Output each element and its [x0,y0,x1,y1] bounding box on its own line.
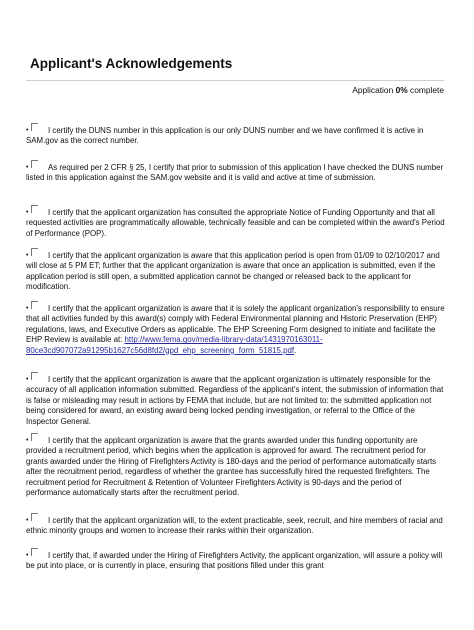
acknowledgement-item [26,516,446,537]
acknowledgement-item [26,163,446,184]
acknowledgement-checkbox[interactable] [31,513,38,521]
acknowledgement-checkbox[interactable] [31,205,38,213]
bullet-marker: • [26,164,29,171]
acknowledgement-text: I certify that the applicant organization is aware that it is solely the applicant organization's responsibility to ensure that all activities funded by this award(s) comply with Federal Environmental planning and Historic Preservation (EHP) regulations, laws, and Executive Orders as applicable. The EHP Screening Form designed to initiate and facilitate the EHP Review is available at: [26,304,445,345]
progress-indicator [352,85,444,95]
acknowledgement-text: I certify that the applicant organization is aware that the applicant organization is ultimately responsible for the accuracy of all application information submitted. Regardless of the applicant's intent, the submission of information that is false or misleading may result in actions by FEMA that include, but are not limited to: the submitted application not being considered for award, an existing award being locked pending investigation, or referral to the Office of the Inspector General. [26,375,444,426]
bullet-marker: • [26,552,29,559]
acknowledgement-text: I certify that, if awarded under the Hiring of Firefighters Activity, the applicant organization, will assure a policy will be put into place, or is currently in place, ensuring that positions filled under this grant [26,551,443,571]
acknowledgement-item [26,304,446,356]
acknowledgement-checkbox[interactable] [31,433,38,441]
acknowledgement-item [26,551,446,572]
bullet-marker: • [26,376,29,383]
acknowledgement-item [26,208,446,239]
acknowledgement-checkbox[interactable] [31,548,38,556]
progress-percent: 0% [395,85,408,95]
bullet-marker: • [26,209,29,216]
title-divider [26,80,444,81]
bullet-marker: • [26,252,29,259]
page-title: Applicant's Acknowledgements [30,56,233,71]
acknowledgement-text: I certify the DUNS number in this application is our only DUNS number and we have confirmed it is active in SAM.gov as the correct number. [26,126,424,146]
acknowledgement-item [26,251,446,293]
acknowledgement-item [26,375,446,427]
acknowledgement-checkbox[interactable] [31,160,38,168]
acknowledgement-item [26,126,446,147]
progress-prefix: Application [352,85,396,95]
acknowledgement-text: I certify that the applicant organization will, to the extent practicable, seek, recruit, and hire members of racial and ethnic minority groups and women to increase their ranks within their organization. [26,516,443,536]
bullet-marker: • [26,127,29,134]
bullet-marker: • [26,305,29,312]
acknowledgement-text: I certify that the applicant organization is aware that the grants awarded under this funding opportunity are provided a recruitment period, which begins when the application is approved for award. The recruitment period for grants awarded under the Hiring of Firefighters Activity is 180-days and the period of performance automatically starts after the recruitment period, regardless of whether the grantee has successfully hired the requested firefighters. The recruitment period for Recruitment & Retention of Volunteer Firefighters Activity is 90-days and the period of performance automatically starts after the recruitment period. [26,436,437,498]
link-trailing-period: . [294,345,297,355]
acknowledgement-item [26,436,446,498]
acknowledgement-text: I certify that the applicant organization has consulted the appropriate Notice of Funding Opportunity and that all requested activities are programmatically allowable, technically feasible and can be completed within the award's Period of Performance (POP). [26,208,445,238]
bullet-marker: • [26,437,29,444]
acknowledgement-checkbox[interactable] [31,372,38,380]
acknowledgement-checkbox[interactable] [31,301,38,309]
bullet-marker: • [26,517,29,524]
acknowledgement-text: I certify that the applicant organization is aware that this application period is open from 01/09 to 02/10/2017 and will close at 5 PM ET; further that the applicant organization is aware that once an application is submitted, even if the application period is still open, a submitted application cannot be changed or released back to the applicant for modification. [26,251,440,292]
progress-suffix: complete [407,85,444,95]
acknowledgement-checkbox[interactable] [31,123,38,131]
acknowledgement-text: As required per 2 CFR § 25, I certify that prior to submission of this application I have checked the DUNS number listed in this application against the SAM.gov website and it is valid and active at time of submission. [26,163,444,183]
ehp-screening-form-link[interactable]: http://www.fema.gov/media-library-data/1431970163011-80ce3cd907072a91295b1627c56d8fd2/gpd_ehp_screening_form_51815.pdf [26,335,323,355]
acknowledgement-checkbox[interactable] [31,248,38,256]
